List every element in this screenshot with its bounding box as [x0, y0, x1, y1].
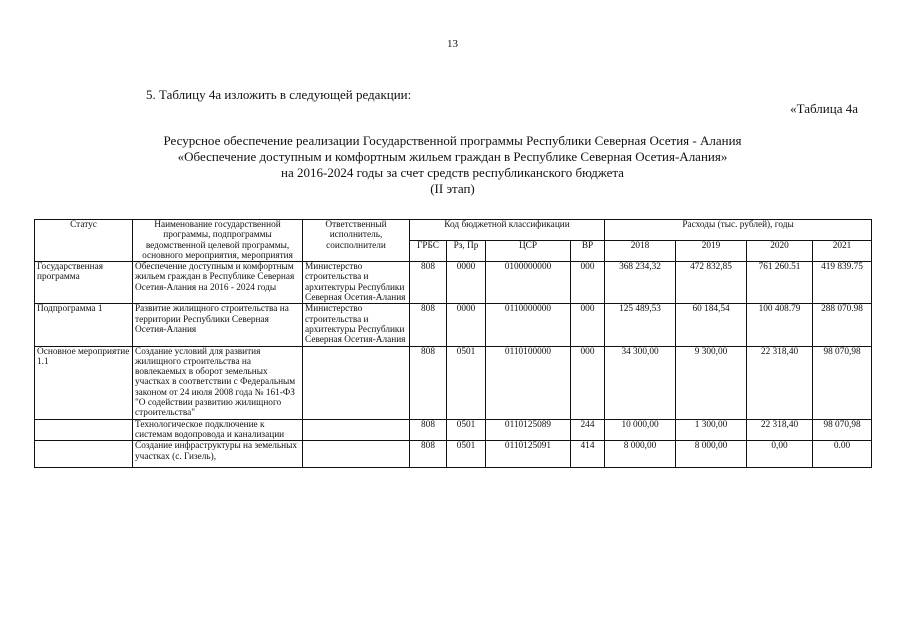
- cell-2018: 125 489,53: [605, 304, 676, 346]
- instruction-text: 5. Таблицу 4а изложить в следующей редакции:: [146, 87, 412, 102]
- cell-vr: 000: [571, 346, 605, 419]
- cell-name: Развитие жилищного строительства на территории Республики Северная Осетия-Алания: [133, 304, 303, 346]
- table-row: [35, 346, 872, 419]
- cell-csr: 0110100000: [486, 346, 571, 419]
- cell-vr: 000: [571, 262, 605, 304]
- table-row: [35, 304, 872, 346]
- title-line: «Обеспечение доступным и комфортным жильем граждан в Республике Северная Осетия-Алания»: [177, 149, 728, 164]
- cell-status: Подпрограмма 1: [35, 304, 133, 346]
- header-year-2018: 2018: [605, 241, 676, 262]
- document-title: [0, 133, 905, 197]
- cell-rzpr: 0000: [447, 304, 486, 346]
- cell-2020: 100 408.79: [747, 304, 813, 346]
- header-csr: ЦСР: [486, 241, 571, 262]
- cell-status: [35, 419, 133, 441]
- cell-2018: 368 234,32: [605, 262, 676, 304]
- cell-vr: 414: [571, 441, 605, 468]
- cell-rzpr: 0501: [447, 346, 486, 419]
- cell-2021: 98 070,98: [813, 346, 872, 419]
- header-year-2021: 2021: [813, 241, 872, 262]
- cell-rzpr: 0000: [447, 262, 486, 304]
- cell-executor: [303, 441, 410, 468]
- cell-executor: [303, 346, 410, 419]
- header-year-2019: 2019: [676, 241, 747, 262]
- cell-2019: 472 832,85: [676, 262, 747, 304]
- cell-2020: 22 318,40: [747, 346, 813, 419]
- cell-status: Основное мероприятие 1.1: [35, 346, 133, 419]
- table-row: [35, 419, 872, 441]
- resource-table: [34, 219, 872, 468]
- header-year-2020: 2020: [747, 241, 813, 262]
- cell-2021: 0.00: [813, 441, 872, 468]
- cell-executor: Министерство строительства и архитектуры Республики Северная Осетия-Алания: [303, 304, 410, 346]
- cell-grbs: 808: [410, 346, 447, 419]
- cell-name: Создание условий для развития жилищного строительства на вовлекаемых в оборот земельных участках в соответствии с Федеральным законом от 24 июля 2008 года № 161-ФЗ "О содействии развитию жилищного строительства": [133, 346, 303, 419]
- cell-2019: 60 184,54: [676, 304, 747, 346]
- cell-2020: 22 318,40: [747, 419, 813, 441]
- page-number: 13: [447, 38, 458, 50]
- cell-name: Обеспечение доступным и комфортным жильем граждан в Республике Северная Осетия-Алания на 2016 - 2024 годы: [133, 262, 303, 304]
- cell-2019: 1 300,00: [676, 419, 747, 441]
- cell-executor: Министерство строительства и архитектуры Республики Северная Осетия-Алания: [303, 262, 410, 304]
- cell-vr: 244: [571, 419, 605, 441]
- cell-name-text: Создание инфраструктуры на земельных участках (с. Гизель),: [135, 441, 298, 462]
- cell-vr: 000: [571, 304, 605, 346]
- cell-2019: 8 000,00: [676, 441, 747, 468]
- cell-2018: 10 000,00: [605, 419, 676, 441]
- cell-2021: 419 839.75: [813, 262, 872, 304]
- cell-grbs: 808: [410, 304, 447, 346]
- header-executor: Ответственный исполнитель, соисполнители: [303, 220, 410, 262]
- title-line: на 2016-2024 годы за счет средств республиканского бюджета: [281, 165, 624, 180]
- header-vr: ВР: [571, 241, 605, 262]
- title-line: Ресурсное обеспечение реализации Государственной программы Республики Северная Осетия - Алания: [163, 133, 742, 148]
- cell-2019: 9 300,00: [676, 346, 747, 419]
- table-label: «Таблица 4а: [790, 101, 858, 116]
- cell-2020: 0,00: [747, 441, 813, 468]
- title-line: (II этап): [430, 181, 475, 196]
- cell-2018: 8 000,00: [605, 441, 676, 468]
- header-code-group: Код бюджетной классификации: [410, 220, 605, 241]
- header-grbs: ГРБС: [410, 241, 447, 262]
- cell-grbs: 808: [410, 262, 447, 304]
- cell-2018: 34 300,00: [605, 346, 676, 419]
- cell-name: [133, 441, 303, 468]
- header-expense-group: Расходы (тыс. рублей), годы: [605, 220, 872, 241]
- cell-executor: [303, 419, 410, 441]
- cell-rzpr: 0501: [447, 441, 486, 468]
- header-status: Статус: [35, 220, 133, 262]
- cell-status: [35, 441, 133, 468]
- cell-name: Технологическое подключение к системам водопровода и канализации: [133, 419, 303, 441]
- cell-csr: 0110125091: [486, 441, 571, 468]
- cell-grbs: 808: [410, 419, 447, 441]
- cell-csr: 0110000000: [486, 304, 571, 346]
- cell-status: Государственная программа: [35, 262, 133, 304]
- table-row: [35, 262, 872, 304]
- header-rzpr: Рз, Пр: [447, 241, 486, 262]
- cell-grbs: 808: [410, 441, 447, 468]
- cell-rzpr: 0501: [447, 419, 486, 441]
- cell-2021: 288 070.98: [813, 304, 872, 346]
- header-name: Наименование государственной программы, подпрограммы ведомственной целевой программы, основного мероприятия, мероприятия: [133, 220, 303, 262]
- cell-2021: 98 070,98: [813, 419, 872, 441]
- table-row: [35, 441, 872, 468]
- cell-csr: 0100000000: [486, 262, 571, 304]
- cell-2020: 761 260.51: [747, 262, 813, 304]
- cell-csr: 0110125089: [486, 419, 571, 441]
